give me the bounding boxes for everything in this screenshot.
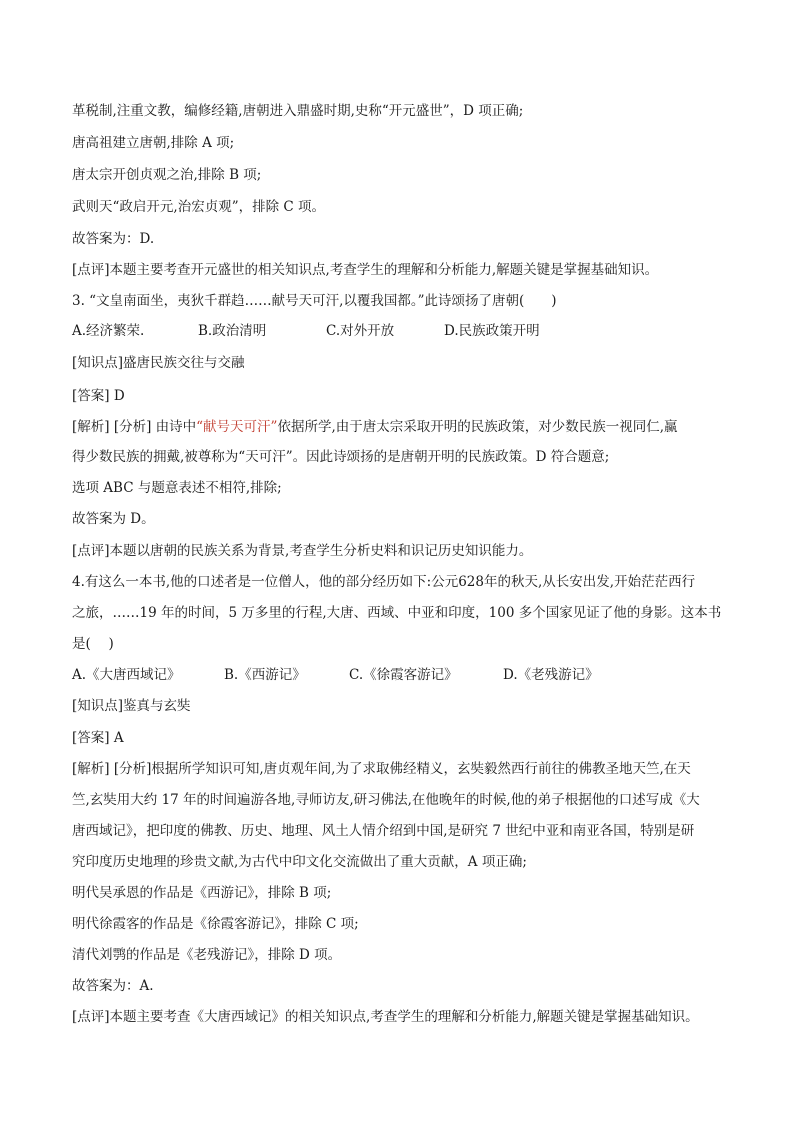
q3-analysis-quote: “献号天可汗”	[196, 419, 278, 435]
q2-option-c-excluded: 武则天“政启开元,治宏贞观”，排除 C 项。	[72, 199, 326, 215]
q2-answer: 故答案为：D.	[72, 231, 155, 247]
q3-analysis-post: 依据所学,由于唐太宗采取开明的民族政策，对少数民族一视同仁,赢	[277, 419, 678, 435]
q3-option-a: A.经济繁荣.	[72, 323, 145, 339]
q3-knowledge-point: [知识点]盛唐民族交往与交融	[72, 355, 245, 371]
q2-analysis-line: 革税制,注重文教，编修经籍,唐朝进入鼎盛时期,史称“开元盛世”，D 项正确;	[72, 103, 524, 119]
q3-option-b: B.政治清明	[198, 323, 267, 339]
q3-analysis-line-3: 选项 ABC 与题意表述不相符,排除;	[72, 480, 282, 496]
q4-option-b-excluded: 明代吴承恩的作品是《西游记》，排除 B 项;	[72, 885, 332, 901]
q3-option-c: C.对外开放	[326, 323, 395, 339]
q2-option-b-excluded: 唐太宗开创贞观之治,排除 B 项;	[72, 167, 262, 183]
q4-analysis-line-2: 竺,玄奘用大约 17 年的时间遍游各地,寻师访友,研习佛法,在他晚年的时候,他的弟子根据他的口述写成《大	[72, 792, 700, 808]
q4-analysis-line-1: [解析] [分析]根据所学知识可知,唐贞观年间,为了求取佛经精义，玄奘毅然西行前往的佛教圣地天竺,在天	[72, 761, 691, 777]
q4-stem-line-3: 是( )	[72, 636, 114, 652]
q3-analysis-line-2: 得少数民族的拥戴,被尊称为“天可汗”。因此诗颂扬的是唐朝开明的民族政策。D 符合题意;	[72, 449, 610, 465]
q4-option-c: C.《徐霞客游记》	[349, 667, 458, 683]
q4-options	[72, 666, 732, 684]
q4-option-d: D.《老残游记》	[503, 667, 599, 683]
q4-option-d-excluded: 清代刘鹗的作品是《老残游记》，排除 D 项。	[72, 947, 342, 963]
q3-answer: 故答案为 D。	[72, 511, 155, 527]
q4-answer-label: [答案] A	[72, 730, 124, 746]
q3-answer-label: [答案] D	[72, 388, 125, 404]
q3-stem: 3. “文皇南面坐，夷狄千群趋……献号天可汗,以覆我国都。”此诗颂扬了唐朝( )	[72, 293, 557, 309]
q4-option-a: A.《大唐西域记》	[72, 667, 181, 683]
q3-comment: [点评]本题以唐朝的民族关系为背景,考查学生分析史料和识记历史知识能力。	[72, 543, 533, 559]
q4-analysis-line-3: 唐西域记》，把印度的佛教、历史、地理、风土人情介绍到中国,是研究 7 世纪中亚和南亚各国，特别是研	[72, 823, 695, 839]
q4-answer: 故答案为：A.	[72, 978, 154, 994]
q2-option-a-excluded: 唐高祖建立唐朝,排除 A 项;	[72, 135, 235, 151]
q4-stem-line-1: 4.有这么一本书,他的口述者是一位僧人，他的部分经历如下:公元628年的秋天,从长安出发,开始茫茫西行	[72, 574, 696, 590]
q4-option-c-excluded: 明代徐霞客的作品是《徐霞客游记》，排除 C 项;	[72, 916, 359, 932]
q3-options	[72, 322, 732, 340]
q4-option-b: B.《西游记》	[224, 667, 306, 683]
q3-analysis-line-1	[72, 418, 732, 436]
q4-comment: [点评]本题主要考查《大唐西域记》的相关知识点,考查学生的理解和分析能力,解题关键是掌握基础知识。	[72, 1009, 699, 1025]
q4-knowledge-point: [知识点]鉴真与玄奘	[72, 698, 191, 714]
q3-analysis-pre: [解析] [分析] 由诗中	[72, 419, 197, 435]
q4-stem-line-2: 之旅，……19 年的时间，5 万多里的行程,大唐、西域、中亚和印度，100 多个国家见证了他的身影。这本书	[72, 605, 722, 621]
q2-comment: [点评]本题主要考查开元盛世的相关知识点,考查学生的理解和分析能力,解题关键是掌握基础知识。	[72, 262, 659, 278]
q3-option-d: D.民族政策开明	[444, 323, 540, 339]
q4-analysis-line-4: 究印度历史地理的珍贵文献,为古代中印文化交流做出了重大贡献，A 项正确;	[72, 854, 527, 870]
